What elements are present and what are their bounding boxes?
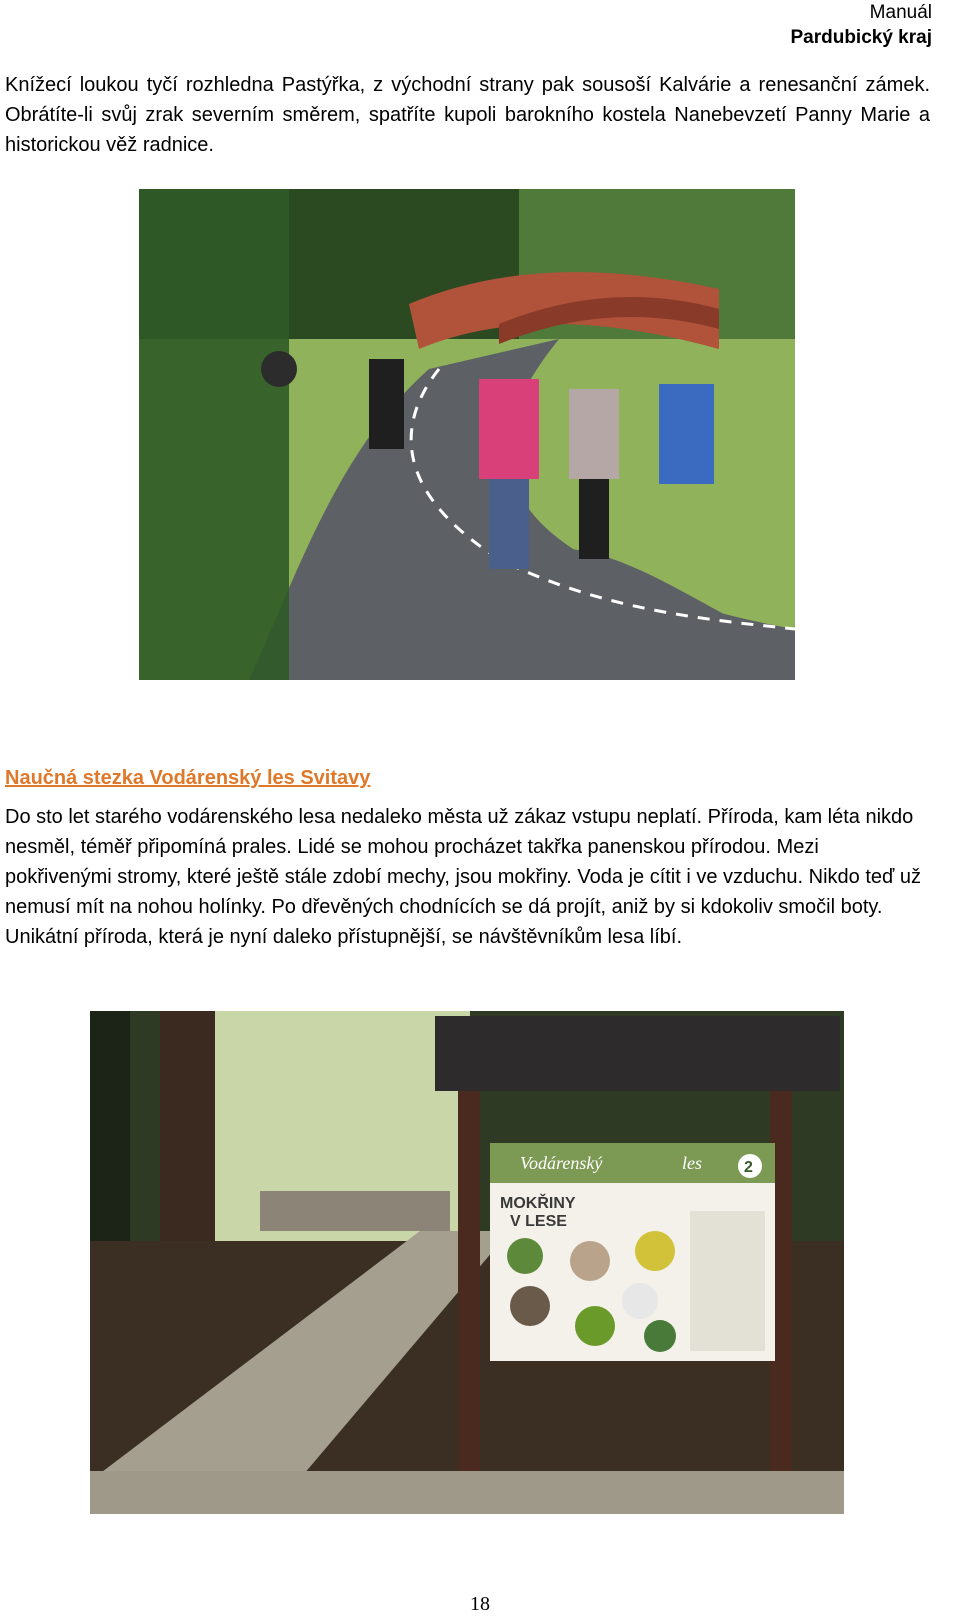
- sign-number: 2: [744, 1159, 753, 1176]
- page-header: [790, 0, 932, 50]
- sign-subtitle-1: MOKŘINY: [500, 1195, 576, 1212]
- sign-subtitle-2: V LESE: [510, 1213, 567, 1230]
- photo-boardwalk: [90, 1011, 844, 1514]
- cycle-path-illustration: [139, 189, 795, 680]
- sign-title: Vodárenský: [520, 1153, 603, 1173]
- page-number: 18: [470, 1593, 490, 1615]
- header-region: Pardubický kraj: [790, 27, 932, 48]
- section-paragraph: Do sto let starého vodárenského lesa nedaleko města už zákaz vstupu neplatí. Příroda, kam léta nikdo nesměl, téměř připomíná prales. Lidé se mohou procházet takřka panenskou přírodou. Mezi pokřivenými stromy, které ještě stále zdobí mechy, jsou mokřiny. Voda je cítit i ve vzduchu. Nikdo teď už nemusí mít na nohou holínky. Po dřevěných chodnících se dá projít, aniž by si kdokoliv smočil boty. Unikátní příroda, která je nyní daleko přístupnější, se návštěvníkům lesa líbí.: [5, 806, 921, 948]
- header-manual: Manuál: [869, 2, 932, 23]
- sign-title-suffix: les: [682, 1153, 702, 1173]
- intro-paragraph: Knížecí loukou tyčí rozhledna Pastýřka, z východní strany pak sousoší Kalvárie a renesanční zámek. Obrátíte-li svůj zrak severním směrem, spatříte kupoli barokního kostela Nanebevzetí Panny Marie a historickou věž radnice.: [5, 74, 930, 156]
- section-heading[interactable]: Naučná stezka Vodárenský les Svitavy: [5, 767, 371, 789]
- boardwalk-illustration: [90, 1011, 844, 1514]
- photo-cycle-path: [139, 189, 795, 680]
